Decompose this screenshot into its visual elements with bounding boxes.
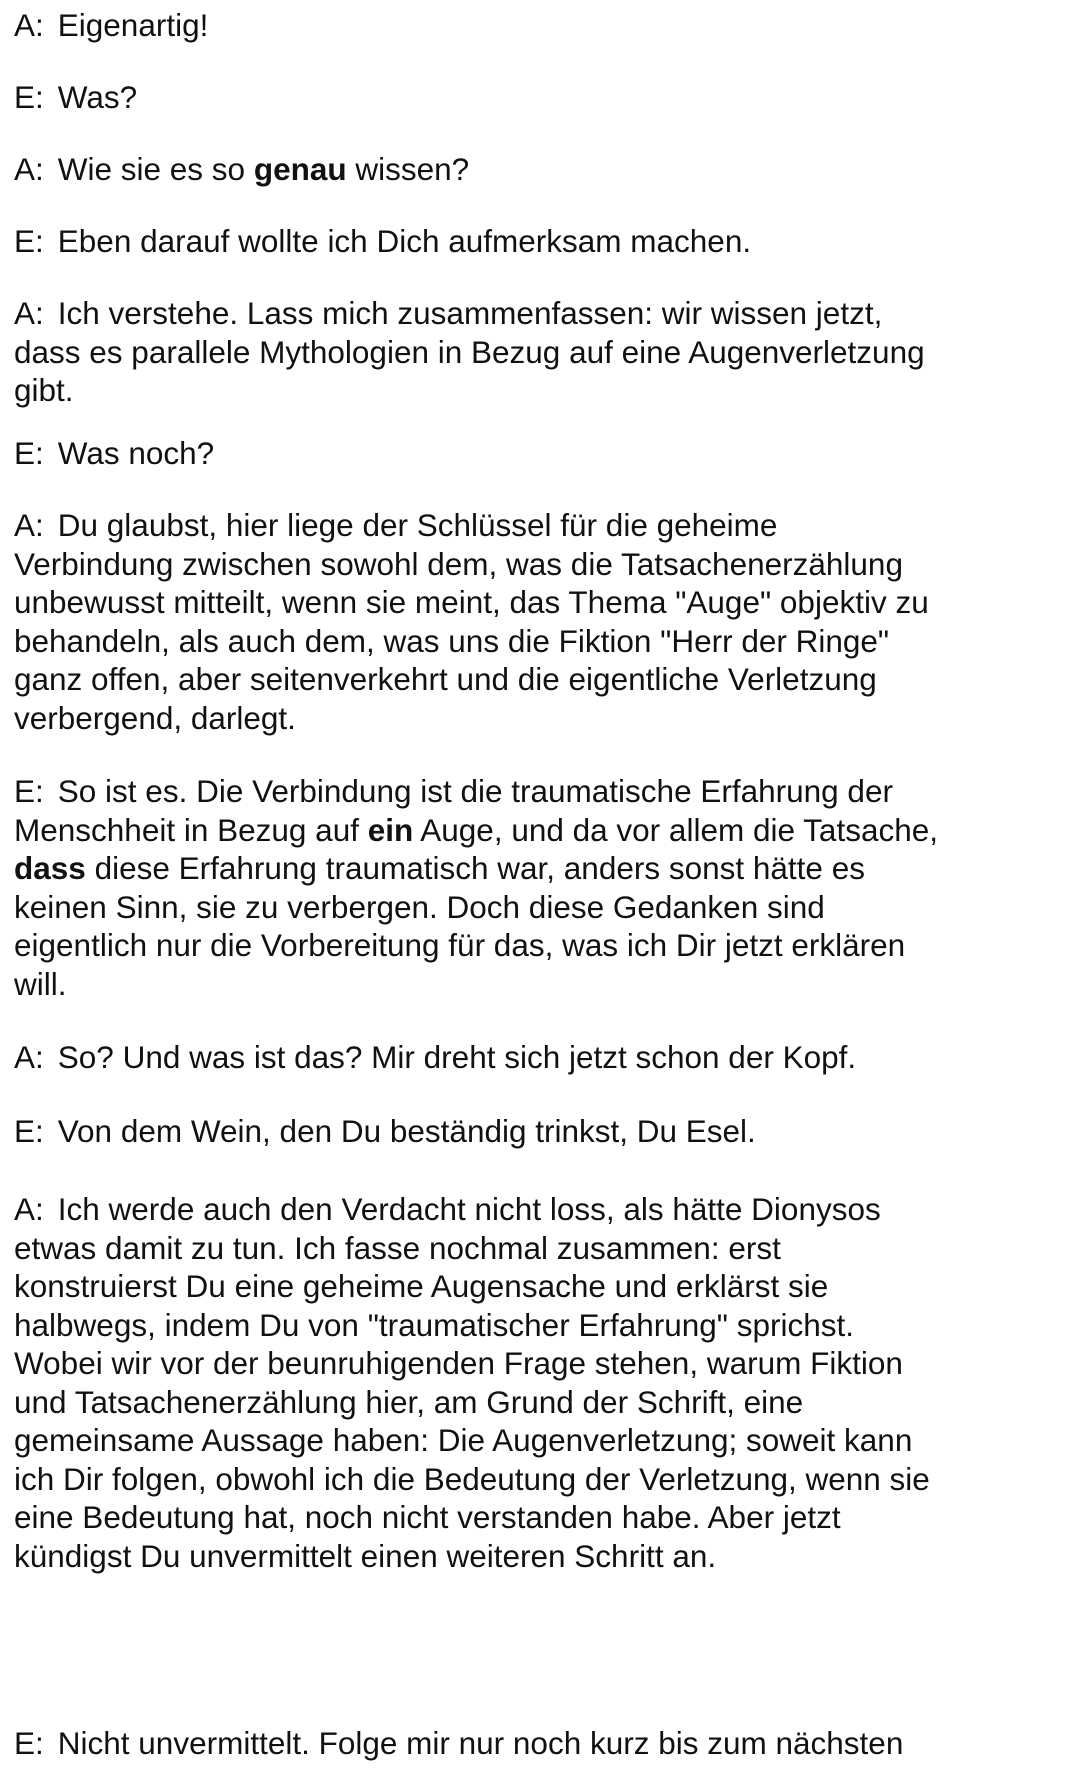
text-line: gemeinsame Aussage haben: Die Augenverletzung; soweit kann <box>14 1422 913 1458</box>
dialogue-text <box>14 773 938 1003</box>
dialogue-text <box>14 295 925 410</box>
dialogue-turn <box>14 1112 756 1151</box>
dialogue-text <box>58 435 214 471</box>
text-line: Wobei wir vor der beunruhigenden Frage stehen, warum Fiktion <box>14 1345 903 1381</box>
bold-emphasis: dass <box>14 850 86 886</box>
speaker-label: A: <box>14 507 44 543</box>
speaker-label: E: <box>14 1113 44 1149</box>
text-line: Menschheit in Bezug auf ein Auge, und da vor allem die Tatsache, <box>14 811 938 848</box>
dialogue-turn <box>14 1724 903 1763</box>
text-line: eine Bedeutung hat, noch nicht verstanden habe. Aber jetzt <box>14 1499 841 1535</box>
text-line: So ist es. Die Verbindung ist die traumatische Erfahrung der <box>57 773 893 809</box>
speaker-label: E: <box>14 1725 44 1761</box>
dialogue-text <box>58 79 137 115</box>
dialogue-turn <box>14 1038 856 1077</box>
text-line: Was noch? <box>57 435 215 471</box>
text-line: behandeln, als auch dem, was uns die Fiktion "Herr der Ringe" <box>14 622 890 659</box>
dialogue-text <box>14 507 929 737</box>
text-line: So? Und was ist das? Mir dreht sich jetzt schon der Kopf. <box>57 1039 857 1075</box>
text-line: Ich werde auch den Verdacht nicht loss, als hätte Dionysos <box>57 1191 881 1227</box>
dialogue-turn <box>14 78 137 117</box>
dialogue-turn <box>14 222 751 261</box>
text-line: halbwegs, indem Du von "traumatischer Erfahrung" sprichst. <box>14 1306 854 1343</box>
bold-emphasis: ein <box>367 811 414 848</box>
text-line: dass diese Erfahrung traumatisch war, anders sonst hätte es <box>14 850 865 886</box>
text-line: etwas damit zu tun. Ich fasse nochmal zusammen: erst <box>14 1229 781 1266</box>
text-line: und Tatsachenerzählung hier, am Grund der Schrift, eine <box>14 1383 804 1420</box>
text-line: Du glaubst, hier liege der Schlüssel für die geheime <box>57 507 778 543</box>
text-line: will. <box>14 965 67 1002</box>
text-line: keinen Sinn, sie zu verbergen. Doch diese Gedanken sind <box>14 888 825 925</box>
speaker-label: A: <box>14 151 44 187</box>
text-line: Von dem Wein, den Du beständig trinkst, Du Esel. <box>57 1113 756 1149</box>
speaker-label: A: <box>14 1191 44 1227</box>
speaker-label: E: <box>14 773 44 809</box>
text-line: kündigst Du unvermittelt einen weiteren Schritt an. <box>14 1537 717 1574</box>
dialogue-turn <box>14 150 469 189</box>
speaker-label: E: <box>14 435 44 471</box>
speaker-label: A: <box>14 7 44 43</box>
text-line: konstruierst Du eine geheime Augensache und erklärst sie <box>14 1268 829 1304</box>
text-line: Ich verstehe. Lass mich zusammenfassen: wir wissen jetzt, <box>57 295 883 331</box>
text-line: ganz offen, aber seitenverkehrt und die eigentliche Verletzung <box>14 661 877 697</box>
bold-emphasis: genau <box>253 151 347 187</box>
speaker-label: E: <box>14 223 44 259</box>
speaker-label: A: <box>14 295 44 331</box>
text-line: Eben darauf wollte ich Dich aufmerksam machen. <box>57 223 752 259</box>
speaker-label: E: <box>14 79 44 115</box>
dialogue-text <box>58 1039 856 1075</box>
dialogue-text <box>58 1113 756 1149</box>
text-line: dass es parallele Mythologien in Bezug auf eine Augenverletzung <box>14 333 925 370</box>
dialogue-text <box>58 1725 904 1761</box>
dialogue-turn <box>14 6 208 45</box>
text-line: Was? <box>57 79 138 115</box>
text-line: Wie sie es so genau wissen? <box>57 151 470 187</box>
dialogue-turn <box>14 1190 930 1575</box>
text-line: verbergend, darlegt. <box>14 699 296 736</box>
dialogue-turn <box>14 434 214 473</box>
text-line: Eigenartig! <box>57 7 209 43</box>
speaker-label: A: <box>14 1039 44 1075</box>
dialogue-text <box>58 151 469 187</box>
text-line: eigentlich nur die Vorbereitung für das, was ich Dir jetzt erklären <box>14 927 906 963</box>
dialogue-text <box>58 7 209 43</box>
dialogue-turn <box>14 772 938 1003</box>
dialogue-turn <box>14 294 925 410</box>
dialogue-text <box>58 223 751 259</box>
dialogue-turn <box>14 506 929 737</box>
text-line: gibt. <box>14 372 74 408</box>
text-line: ich Dir folgen, obwohl ich die Bedeutung der Verletzung, wenn sie <box>14 1460 930 1497</box>
dialogue-text <box>14 1191 930 1575</box>
text-line: Verbindung zwischen sowohl dem, was die Tatsachenerzählung <box>14 545 903 582</box>
text-line: unbewusst mitteilt, wenn sie meint, das Thema "Auge" objektiv zu <box>14 584 929 620</box>
text-line: Nicht unvermittelt. Folge mir nur noch kurz bis zum nächsten <box>57 1725 904 1761</box>
